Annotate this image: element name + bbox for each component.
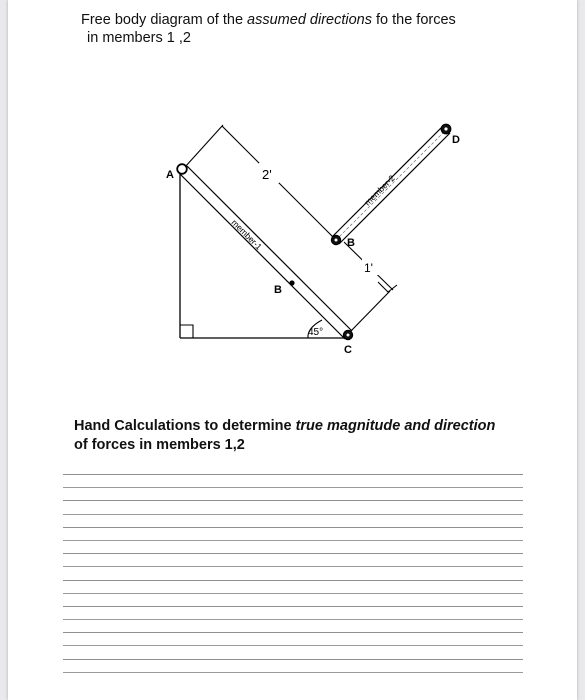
member2-edge-inner [339, 133, 450, 244]
joint-c-center [347, 334, 350, 337]
label-dimension-1ft: 1' [364, 261, 373, 275]
answer-line [63, 540, 523, 541]
label-d: D [452, 134, 460, 146]
label-member2: member-2 [362, 172, 397, 208]
answer-line [63, 474, 523, 475]
label-a: A [166, 169, 174, 181]
answer-line [63, 500, 523, 501]
instructions-emphasis: assumed directions [247, 12, 372, 28]
label-b-upper: B [347, 237, 355, 249]
label-member1: member-1 [229, 217, 265, 252]
answer-line [63, 606, 523, 607]
answer-line [63, 672, 523, 673]
calculations-heading [74, 417, 554, 455]
joint-a [177, 164, 187, 174]
calculations-line-1 [74, 417, 554, 436]
label-b-lower: B [274, 284, 282, 296]
label-dimension-2ft: 2' [262, 167, 272, 182]
answer-line [63, 553, 523, 554]
dimension-extension-a [185, 125, 223, 167]
answer-line [63, 566, 523, 567]
dimension-extension-c [349, 291, 390, 333]
answer-line [63, 619, 523, 620]
member1-edge-outer [178, 172, 345, 339]
calculations-line-2: of forces in members 1,2 [74, 437, 245, 453]
answer-line [63, 645, 523, 646]
instructions-line-2: in members 1 ,2 [87, 30, 191, 46]
instructions-text-end: fo the forces [371, 12, 456, 28]
member1-edge-inner [187, 166, 352, 331]
dimension-1ft-tick [378, 282, 397, 292]
answer-line [63, 632, 523, 633]
joint-b-upper-center [335, 239, 338, 242]
joint-d-center [444, 127, 447, 130]
right-angle-marker [180, 325, 193, 338]
answer-line [63, 487, 523, 488]
answer-line [63, 527, 523, 528]
answer-line [63, 593, 523, 594]
answer-line [63, 514, 523, 515]
calculations-text: Hand Calculations to determine [74, 418, 296, 434]
answer-line [63, 659, 523, 660]
instructions-text: Free body diagram of the [81, 12, 248, 28]
joint-b-lower [289, 280, 294, 285]
label-angle-45: 45° [308, 327, 324, 338]
label-c: C [344, 344, 352, 356]
answer-lines [63, 474, 523, 685]
calculations-emphasis: true magnitude and direction [295, 418, 496, 434]
answer-line [63, 580, 523, 581]
